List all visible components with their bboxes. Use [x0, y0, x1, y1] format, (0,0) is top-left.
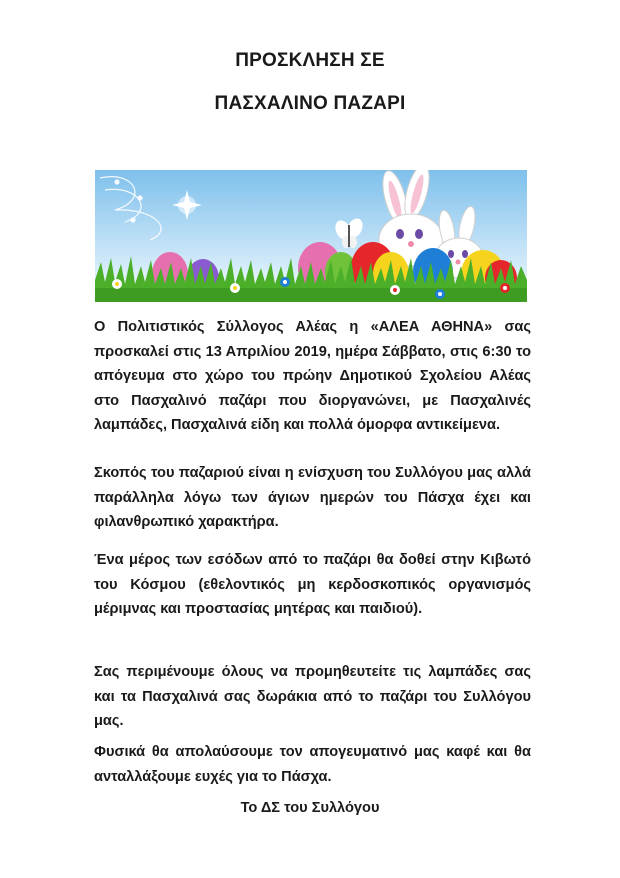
- title-line-1: ΠΡΟΣΚΛΗΣΗ ΣΕ: [235, 50, 385, 71]
- title-line-2: ΠΑΣΧΑΛΙΝΟ ΠΑΖΑΡΙ: [214, 93, 406, 114]
- signature: Το ΔΣ του Συλλόγου: [240, 800, 380, 816]
- paragraph-invitation: Ο Πολιτιστικός Σύλλογος Αλέας η «ΑΛΕΑ ΑΘΗΝΑ» σας προσκαλεί στις 13 Απριλίου 2019, ημέρα Σάββατο, στις 6:30 το απόγευμα στο χώρο του πρώην Δημοτικού Σχολείου Αλέας στο Πασχαλινό παζάρι που διοργανώνει, με Πασχαλινές λαμπάδες, Πασχαλινά είδη και πολλά όμορφα αντικείμενα.: [94, 319, 531, 433]
- paragraph-purpose: Σκοπός του παζαριού είναι η ενίσχυση του Συλλόγου μας αλλά παράλληλα λόγω των άγιων ημερών του Πάσχα έχει και φιλανθρωπικό χαρακτήρα.: [94, 465, 531, 530]
- paragraph-expectation: Σας περιμένουμε όλους να προμηθευτείτε τις λαμπάδες σας και τα Πασχαλινά σας δωράκια από το παζάρι του Συλλόγου μας.: [94, 664, 531, 729]
- paragraph-donation: Ένα μέρος των εσόδων από το παζάρι θα δοθεί στην Κιβωτό του Κόσμου (εθελοντικός μη κερδοσκοπικός οργανισμός μέριμνας και προστασίας μητέρας και παιδιού).: [94, 552, 531, 617]
- easter-banner: [95, 170, 527, 302]
- paragraph-coffee: Φυσικά θα απολαύσουμε τον απογευματινό μας καφέ και θα ανταλλάξουμε ευχές για το Πάσχα.: [94, 744, 531, 785]
